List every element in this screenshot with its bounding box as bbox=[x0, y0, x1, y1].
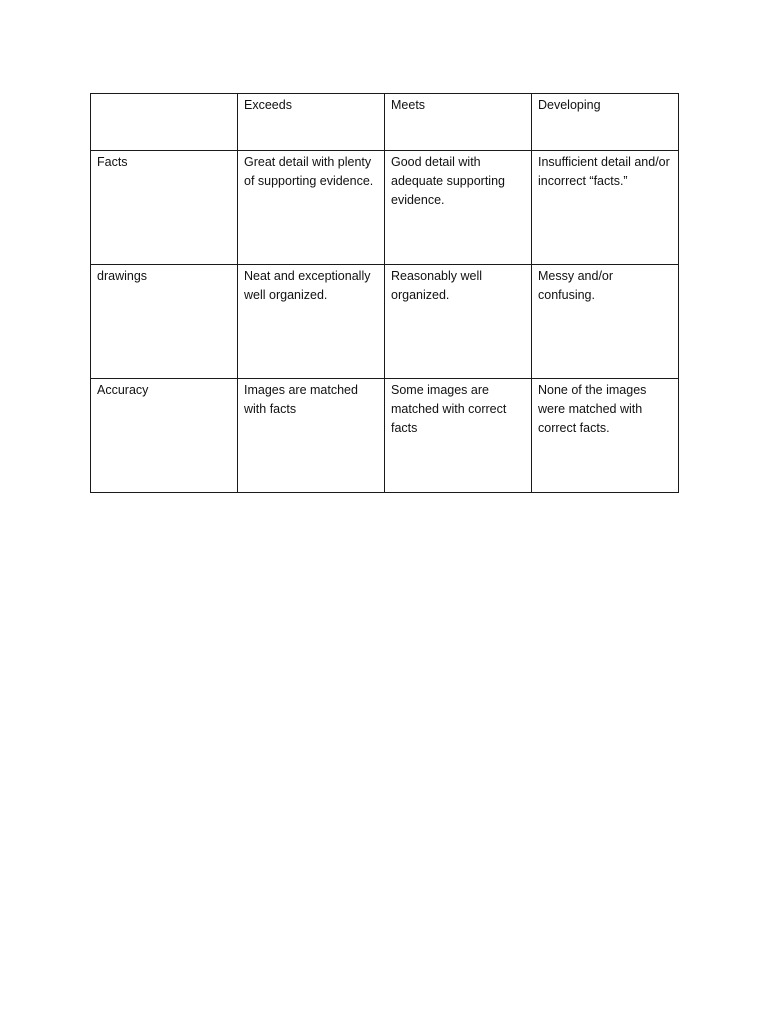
meets-cell: Reasonably well organized. bbox=[385, 265, 532, 379]
exceeds-cell: Great detail with plenty of supporting evidence. bbox=[238, 151, 385, 265]
table-row bbox=[91, 265, 679, 379]
table-row bbox=[91, 379, 679, 493]
header-cell-empty bbox=[91, 94, 238, 151]
criterion-cell: Accuracy bbox=[91, 379, 238, 493]
criterion-cell: Facts bbox=[91, 151, 238, 265]
criterion-cell: drawings bbox=[91, 265, 238, 379]
header-cell-exceeds: Exceeds bbox=[238, 94, 385, 151]
exceeds-cell: Images are matched with facts bbox=[238, 379, 385, 493]
table-header-row bbox=[91, 94, 679, 151]
exceeds-cell: Neat and exceptionally well organized. bbox=[238, 265, 385, 379]
meets-cell: Some images are matched with correct facts bbox=[385, 379, 532, 493]
developing-cell: Messy and/or confusing. bbox=[532, 265, 679, 379]
header-cell-meets: Meets bbox=[385, 94, 532, 151]
developing-cell: Insufficient detail and/or incorrect “facts.” bbox=[532, 151, 679, 265]
developing-cell: None of the images were matched with correct facts. bbox=[532, 379, 679, 493]
header-cell-developing: Developing bbox=[532, 94, 679, 151]
table-row bbox=[91, 151, 679, 265]
rubric-table bbox=[90, 93, 679, 493]
meets-cell: Good detail with adequate supporting evidence. bbox=[385, 151, 532, 265]
